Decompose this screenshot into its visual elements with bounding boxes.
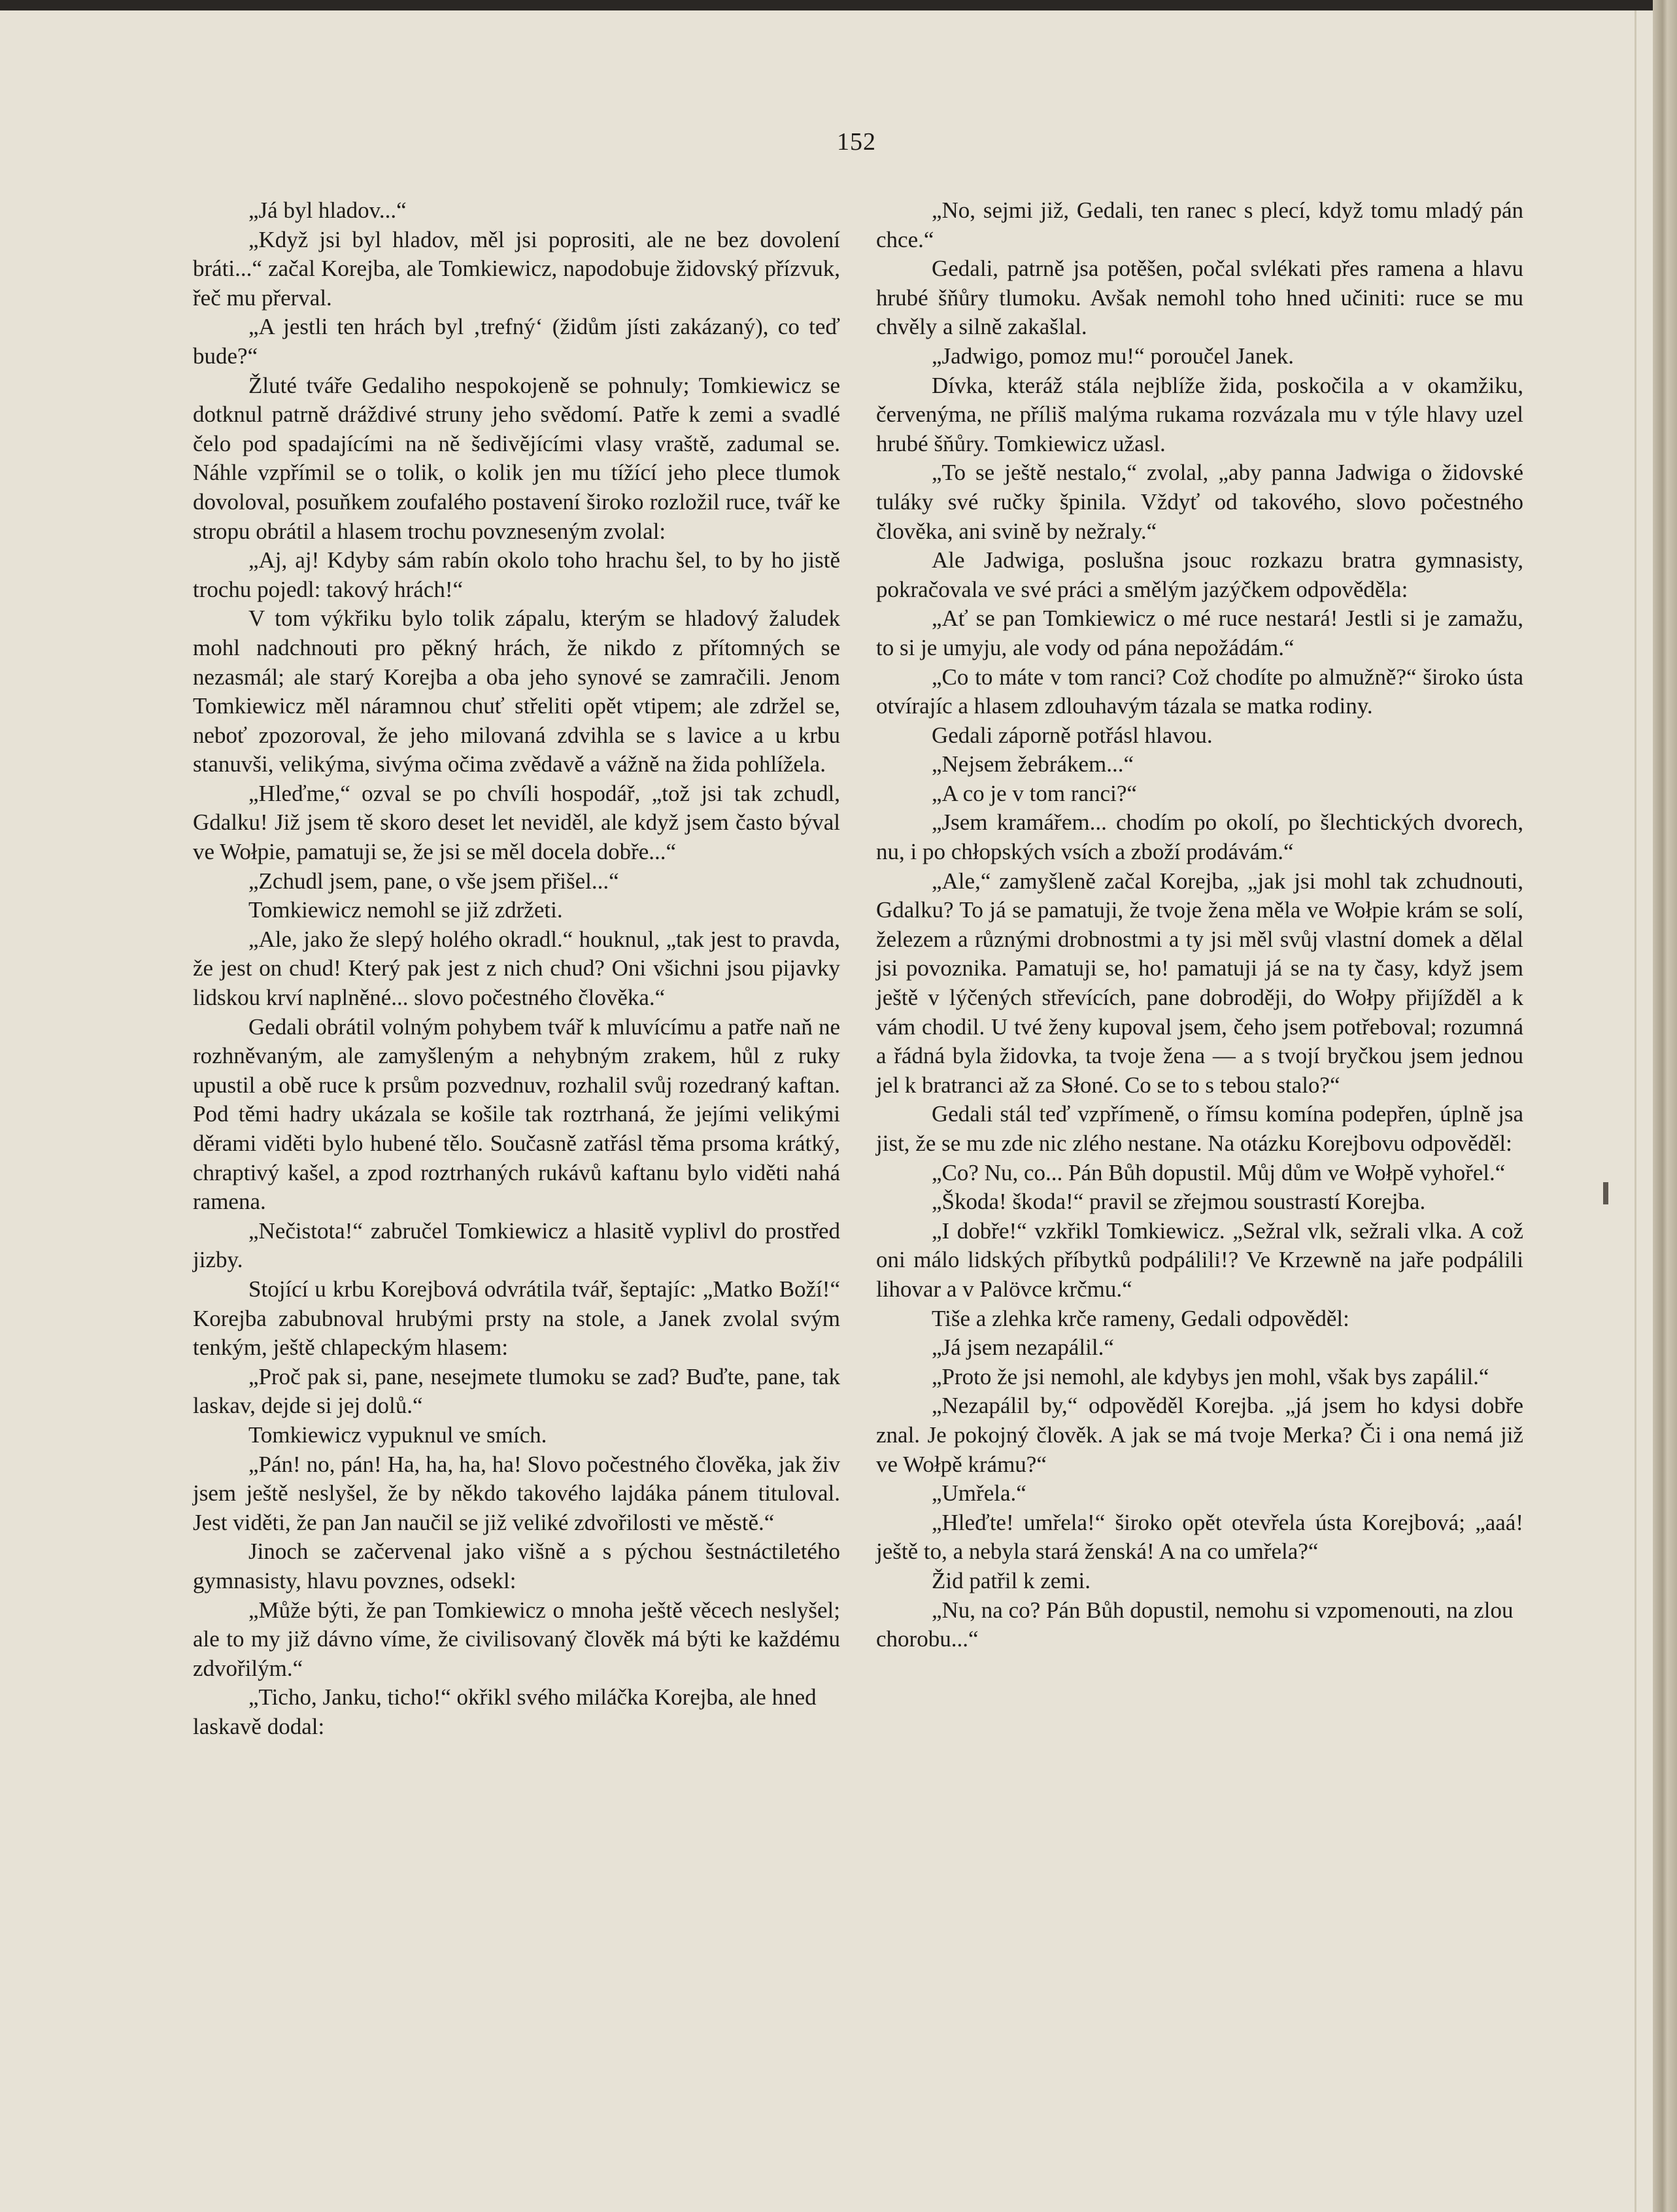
right-paragraph: „I dobře!“ vzkřikl Tomkiewicz. „Sežral vlk, sežrali vlka. A což oni málo lidských příbytků podpálili!? Ve Krzewně na jaře podpálili lihovar a v Palövce krčmu.“ (876, 1217, 1523, 1302)
right-paragraph: „Umřela.“ (932, 1480, 1026, 1506)
right-paragraph: „Co? Nu, co... Pán Bůh dopustil. Můj dům ve Wołpě vyhořel.“ (932, 1159, 1506, 1185)
right-column (876, 196, 1523, 1654)
scan-fold-line (1635, 10, 1636, 2212)
right-paragraph: „A co je v tom ranci?“ (932, 780, 1137, 806)
right-paragraph: „Škoda! škoda!“ pravil se zřejmou soustrastí Korejba. (932, 1189, 1426, 1215)
left-paragraph: Tomkiewicz nemohl se již zdržeti. (248, 897, 563, 923)
right-paragraph: Tiše a zlehka krče rameny, Gedali odpověděl: (932, 1305, 1349, 1331)
scan-right-edge (1653, 0, 1677, 2212)
right-paragraph: „Hleďte! umřela!“ široko opět otevřela ústa Korejbová; „aaá! ještě to, a nebyla stará ženská! A na co umřela?“ (876, 1509, 1523, 1565)
left-paragraph: „Může býti, že pan Tomkiewicz o mnoha ještě věcech neslyšel; ale to my již dávno víme, že civilisovaný člověk má býti ke každému zdvořilým.“ (193, 1597, 840, 1681)
right-paragraph: Dívka, kteráž stála nejblíže žida, poskočila a v okamžiku, červenýma, ne příliš malýma rukama rozvázala mu v týle hlavy uzel hrubé šňůry. Tomkiewicz užasl. (876, 372, 1523, 456)
right-paragraph: „Ať se pan Tomkiewicz o mé ruce nestará! Jestli si je zamažu, to si je umyju, ale vody od pána nepožádám.“ (876, 605, 1523, 660)
right-paragraph: „Jadwigo, pomoz mu!“ poroučel Janek. (932, 343, 1295, 369)
right-paragraph: Gedali záporně potřásl hlavou. (932, 722, 1213, 748)
right-paragraph: „Nejsem žebrákem...“ (932, 751, 1134, 777)
right-paragraph: „Co to máte v tom ranci? Což chodíte po almužně?“ široko ústa otvírajíc a hlasem zdlouhavým tázala se matka rodiny. (876, 664, 1523, 719)
right-paragraph: „Jsem kramářem... chodím po okolí, po šlechtických dvorech, nu, i po chłopských vsích a zboží prodávám.“ (876, 809, 1523, 865)
left-paragraph: „Zchudl jsem, pane, o vše jsem přišel...“ (248, 868, 619, 894)
left-column (193, 196, 840, 1741)
right-paragraph: Gedali stál teď vzpřímeně, o římsu komína podepřen, úplně jsa jist, že se mu zde nic zlého nestane. Na otázku Korejbovu odpověděl: (876, 1101, 1523, 1156)
left-paragraph: Žluté tváře Gedaliho nespokojeně se pohnuly; Tomkiewicz se dotknul patrně dráždivé struny jeho svědomí. Patře k zemi a svadlé čelo pod spadajícími na ně šedivějícími vlasy vraště, zadumal se. Náhle vzpřímil se o tolik, o kolik jen mu tížící jeho plece tlumok dovoloval, posuňkem zoufalého postavení široko rozložil ruce, tvář ke stropu obrátil a hlasem trochu povzneseným zvolal: (193, 372, 840, 544)
page-number: 152 (837, 128, 876, 156)
right-paragraph: „Nu, na co? Pán Bůh dopustil, nemohu si vzpomenouti, na zlou chorobu...“ (876, 1597, 1514, 1652)
left-paragraph: „Aj, aj! Kdyby sám rabín okolo toho hrachu šel, to by ho jistě trochu pojedl: takový hrách!“ (193, 547, 840, 602)
left-paragraph: Jinoch se začervenal jako višně a s pýchou šestnáctiletého gymnasisty, hlavu povznes, odsekl: (193, 1539, 840, 1593)
right-paragraph: „No, sejmi již, Gedali, ten ranec s plecí, když tomu mladý pán chce.“ (876, 197, 1523, 252)
left-paragraph: „Hleďme,“ ozval se po chvíli hospodář, „tož jsi tak zchudl, Gdalku! Již jsem tě skoro deset let neviděl, ale když jsem často býval ve Wołpie, pamatuji se, že jsi se měl docela dobře...“ (193, 780, 840, 865)
margin-mark (1603, 1182, 1608, 1204)
left-paragraph: „Nečistota!“ zabručel Tomkiewicz a hlasitě vyplivl do prostřed jizby. (193, 1217, 840, 1273)
left-paragraph: Stojící u krbu Korejbová odvrátila tvář, šeptajíc: „Matko Boží!“ Korejba zabubnoval hrubými prsty na stole, a Janek zvolal svým tenkým, ještě chlapeckým hlasem: (193, 1276, 840, 1361)
right-paragraph: „Proto že jsi nemohl, ale kdybys jen mohl, však bys zapálil.“ (932, 1363, 1489, 1389)
left-paragraph: V tom výkřiku bylo tolik zápalu, kterým se hladový žaludek mohl nadchnouti pro pěkný hrách, že nikdo z přítomných se nezasmál; ale starý Korejba a oba jeho synové se zamračili. Jenom Tomkiewicz měl náramnou chuť střeliti opět vtipem; ale zdržel se, neboť zpozoroval, že jeho milovaná zdvihla se s lavice a u krbu stanuvši, velikýma, sivýma očima zvědavě a vážně na žida pohlížela. (193, 605, 840, 777)
right-paragraph: Ale Jadwiga, poslušna jsouc rozkazu bratra gymnasisty, pokračovala ve své práci a smělým jazýčkem odpověděla: (876, 547, 1523, 602)
left-paragraph: „Když jsi byl hladov, měl jsi poprositi, ale ne bez dovolení bráti...“ začal Korejba, ale Tomkiewicz, napodobuje židovský přízvuk, řeč mu přerval. (193, 226, 840, 311)
right-paragraph: Žid patřil k zemi. (932, 1567, 1091, 1593)
right-paragraph: „Já jsem nezapálil.“ (932, 1335, 1114, 1361)
left-paragraph: Gedali obrátil volným pohybem tvář k mluvícímu a patře naň ne rozhněvaným, ale zamyšleným a nehybným zrakem, hůl z ruky upustil a obě ruce k prsům pozvednuv, rozhalil svůj rozedraný kaftan. Pod těmi hadry ukázala se košile tak roztrhaná, že jejími velikými děrami viděti bylo hubené tělo. Současně zatřásl těma prsoma krátký, chraptivý kašel, a zpod roztrhaných rukávů kaftanu bylo viděti nahá ramena. (193, 1013, 840, 1215)
left-paragraph: „Proč pak si, pane, nesejmete tlumoku se zad? Buďte, pane, tak laskav, dejde si jej dolů.“ (193, 1363, 840, 1419)
left-paragraph: „Pán! no, pán! Ha, ha, ha, ha! Slovo počestného člověka, jak živ jsem ještě neslyšel, že by někdo takového lajdáka pánem tituloval. Jest viděti, že pan Jan naučil se již veliké zdvořilosti ve městě.“ (193, 1451, 840, 1535)
scan-top-edge (0, 0, 1677, 10)
left-paragraph: Tomkiewicz vypuknul ve smích. (248, 1421, 547, 1448)
right-paragraph: „To se ještě nestalo,“ zvolal, „aby panna Jadwiga o židovské tuláky své ručky špinila. Vždyť od takového, slovo počestného člověka, ani svině by nežraly.“ (876, 460, 1523, 544)
left-paragraph: „Já byl hladov...“ (248, 197, 407, 223)
left-paragraph: „Ticho, Janku, ticho!“ okřikl svého miláčka Korejba, ale hned laskavě dodal: (193, 1684, 817, 1739)
right-paragraph: Gedali, patrně jsa potěšen, počal svlékati přes ramena a hlavu hrubé šňůry tlumoku. Avšak nemohl toho hned učiniti: ruce se mu chvěly a silně zakašlal. (876, 256, 1523, 340)
left-paragraph: „Ale, jako že slepý holého okradl.“ houknul, „tak jest to pravda, že jest on chud! Který pak jest z nich chud? Oni všichni jsou pijavky lidskou krví naplněné... slovo počestného člověka.“ (193, 926, 840, 1011)
left-paragraph: „A jestli ten hrách byl ‚trefný‘ (židům jísti zakázaný), co teď bude?“ (193, 314, 840, 369)
right-paragraph: „Ale,“ zamyšleně začal Korejba, „jak jsi mohl tak zchudnouti, Gdalku? To já se pamatuji, že tvoje žena měla ve Wołpie krám se solí, železem a různými drobnostmi a ty jsi měl svůj vlastní domek a dělal jsi povoznika. Pamatuji se, ho! pamatuji já se na ty časy, když jsem ještě v lýčených střevících, pane dobroději, do Wołpy přijížděl a k vám chodil. U tvé ženy kupoval jsem, čeho jsem potřeboval; rozumná a řádná byla židovka, ta tvoje žena — a s tvojí bryčkou jsem jednou jel k bratranci až za Słoné. Co se to s tebou stalo?“ (876, 868, 1523, 1098)
right-paragraph: „Nezapálil by,“ odpověděl Korejba. „já jsem ho kdysi dobře znal. Je pokojný člověk. A jak se má tvoje Merka? Či i ona nemá již ve Wołpě krámu?“ (876, 1393, 1523, 1477)
